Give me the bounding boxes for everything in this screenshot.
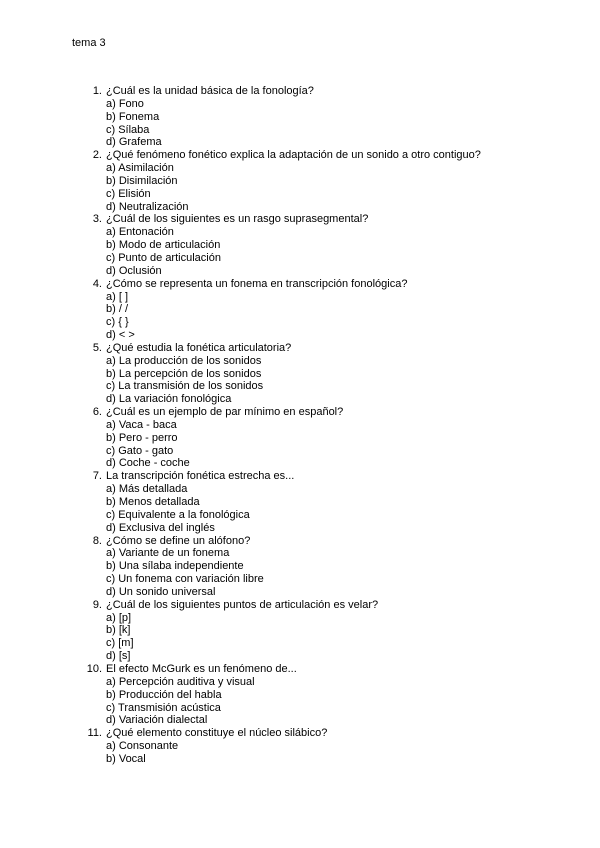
answer-option: b) Fonema: [106, 110, 160, 123]
question-text: ¿Cómo se representa un fonema en transcripción fonológica?: [106, 277, 408, 290]
answer-option: b) La percepción de los sonidos: [106, 367, 262, 380]
answer-option: a) Fono: [106, 97, 144, 110]
question-item: [80, 406, 550, 470]
answer-option: c) La transmisión de los sonidos: [106, 380, 264, 393]
question-item: [80, 727, 550, 766]
answer-option: d) Neutralización: [106, 200, 189, 213]
question-text: ¿Cuál de los siguientes es un rasgo suprasegmental?: [106, 213, 369, 226]
question-text: ¿Qué fenómeno fonético explica la adaptación de un sonido a otro contiguo?: [106, 149, 481, 162]
answer-option: c) Punto de articulación: [106, 251, 221, 264]
answer-option: a) Entonación: [106, 226, 174, 239]
question-text: ¿Qué elemento constituye el núcleo silábico?: [106, 727, 328, 740]
answer-option: a) La producción de los sonidos: [106, 354, 262, 367]
question-item: [80, 470, 550, 534]
answer-option: b) Producción del habla: [106, 688, 222, 701]
question-number: 2.: [92, 149, 102, 162]
question-text: ¿Qué estudia la fonética articulatoria?: [106, 341, 292, 354]
answer-option: d) Un sonido universal: [106, 585, 216, 598]
question-item: [80, 342, 550, 406]
question-text: La transcripción fonética estrecha es...: [106, 470, 295, 483]
answer-option: d) Grafema: [106, 136, 162, 149]
answer-option: b) / /: [106, 303, 129, 316]
document-title: tema 3: [72, 37, 106, 49]
answer-option: c) Equivalente a la fonológica: [106, 508, 250, 521]
question-text: ¿Cuál es la unidad básica de la fonología?: [106, 85, 314, 97]
question-text: ¿Cómo se define un alófono?: [106, 534, 251, 547]
question-item: [80, 149, 550, 213]
question-text: ¿Cuál es un ejemplo de par mínimo en español?: [106, 406, 344, 419]
question-item: [80, 663, 550, 727]
question-number: 8.: [92, 534, 102, 547]
question-number: 11.: [87, 727, 102, 740]
question-number: 9.: [92, 598, 102, 611]
question-item: [80, 85, 550, 149]
question-item: [80, 278, 550, 342]
answer-option: a) Variante de un fonema: [106, 547, 230, 560]
answer-option: b) Disimilación: [106, 174, 178, 187]
answer-option: d) [s]: [106, 650, 131, 663]
answer-option: d) Oclusión: [106, 264, 162, 277]
answer-option: d) Variación dialectal: [106, 714, 208, 727]
answer-option: d) La variación fonológica: [106, 393, 232, 406]
answer-option: c) Transmisión acústica: [106, 701, 221, 714]
answer-option: c) Sílaba: [106, 123, 150, 136]
question-number: 5.: [92, 341, 102, 354]
question-item: [80, 599, 550, 663]
question-item: [80, 213, 550, 277]
answer-option: b) Menos detallada: [106, 496, 200, 508]
answer-option: a) Consonante: [106, 740, 179, 753]
question-number: 4.: [92, 277, 102, 290]
question-item: [80, 535, 550, 599]
answer-option: c) [m]: [106, 637, 134, 650]
answer-option: c) Un fonema con variación libre: [106, 573, 264, 586]
answer-option: a) Más detallada: [106, 483, 188, 496]
answer-option: a) Asimilación: [106, 162, 174, 175]
answer-option: c) Elisión: [106, 187, 151, 200]
question-text: El efecto McGurk es un fenómeno de...: [106, 662, 297, 675]
answer-option: a) [ ]: [106, 290, 129, 303]
question-number: 1.: [92, 85, 102, 97]
answer-option: b) Modo de articulación: [106, 239, 221, 252]
answer-option: a) [p]: [106, 611, 132, 624]
answer-option: b) [k]: [106, 624, 131, 637]
answer-option: d) Coche - coche: [106, 457, 190, 470]
answer-option: d) Exclusiva del inglés: [106, 521, 215, 534]
answer-option: b) Vocal: [106, 752, 146, 765]
answer-option: d) < >: [106, 329, 135, 342]
question-list: [80, 85, 550, 766]
answer-option: b) Una sílaba independiente: [106, 560, 244, 573]
answer-option: c) { }: [106, 316, 129, 329]
answer-option: b) Pero - perro: [106, 431, 178, 444]
question-number: 3.: [92, 213, 102, 226]
answer-option: a) Vaca - baca: [106, 418, 177, 431]
question-number: 7.: [92, 470, 102, 483]
question-number: 6.: [92, 406, 102, 419]
answer-option: c) Gato - gato: [106, 444, 174, 457]
answer-option: a) Percepción auditiva y visual: [106, 675, 255, 688]
question-text: ¿Cuál de los siguientes puntos de articulación es velar?: [106, 598, 379, 611]
question-number: 10.: [86, 662, 102, 675]
